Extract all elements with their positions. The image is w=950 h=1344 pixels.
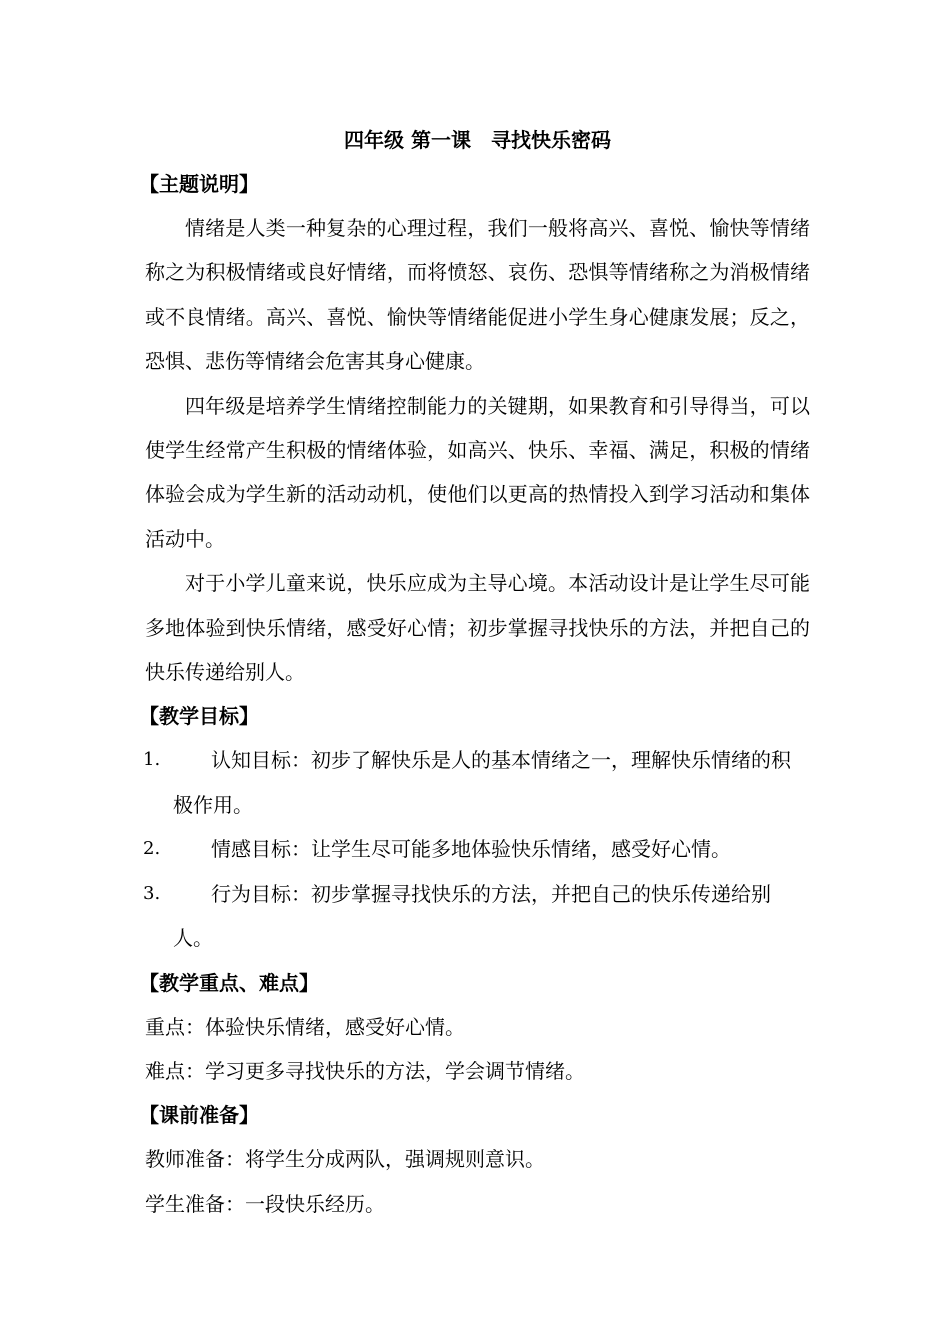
student-prep-line: 学生准备：一段快乐经历。 [145,1191,385,1216]
section-heading-theme: 【主题说明】 [139,172,259,196]
section-focus [139,961,810,1094]
goal-item-cognitive [145,738,810,827]
goal-number: 2. [143,838,161,860]
section-heading-prep: 【课前准备】 [139,1103,259,1128]
theme-paragraph-2: 四年级是培养学生情绪控制能力的关键期，如果教育和引导得当，可以使学生经常产生积极的情绪体验，如高兴、快乐、幸福、满足，积极的情绪体验会成为学生新的活动动机，使他们以更高的热情投入到学习活动和集体活动中。 [145,393,810,551]
document-title: 四年级 第一课 寻找快乐密码 [344,128,611,152]
teacher-prep-line: 教师准备：将学生分成两队，强调规则意识。 [145,1147,545,1172]
goal-text: 认知目标：初步了解快乐是人的基本情绪之一，理解快乐情绪的积极作用。 [173,748,791,817]
difficulty-line: 难点：学习更多寻找快乐的方法，学会调节情绪。 [145,1058,585,1083]
goal-text: 行为目标：初步掌握寻找快乐的方法，并把自己的快乐传递给别人。 [173,881,771,951]
goal-number: 1. [143,749,161,771]
goal-item-emotional [145,827,810,871]
key-point-line: 重点：体验快乐情绪，感受好心情。 [145,1014,465,1039]
goal-number: 3. [143,882,161,904]
theme-paragraph-1: 情绪是人类一种复杂的心理过程，我们一般将高兴、喜悦、愉快等情绪称之为积极情绪或良好情绪，而将愤怒、哀伤、恐惧等情绪称之为消极情绪或不良情绪。高兴、喜悦、愉快等情绪能促进小学生身心健康发展；反之，恐惧、悲伤等情绪会危害其身心健康。 [145,216,810,374]
goal-text: 情感目标：让学生尽可能多地体验快乐情绪，感受好心情。 [211,837,731,862]
section-theme [139,162,810,694]
section-heading-focus: 【教学重点、难点】 [139,970,319,995]
section-prep [139,1093,810,1226]
goal-item-behavioral [145,872,810,961]
section-goals [139,694,810,960]
document-page [139,118,810,1226]
section-heading-goals: 【教学目标】 [139,704,259,729]
theme-paragraph-3: 对于小学儿童来说，快乐应成为主导心境。本活动设计是让学生尽可能多地体验到快乐情绪，感受好心情；初步掌握寻找快乐的方法，并把自己的快乐传递给别人。 [145,571,810,685]
